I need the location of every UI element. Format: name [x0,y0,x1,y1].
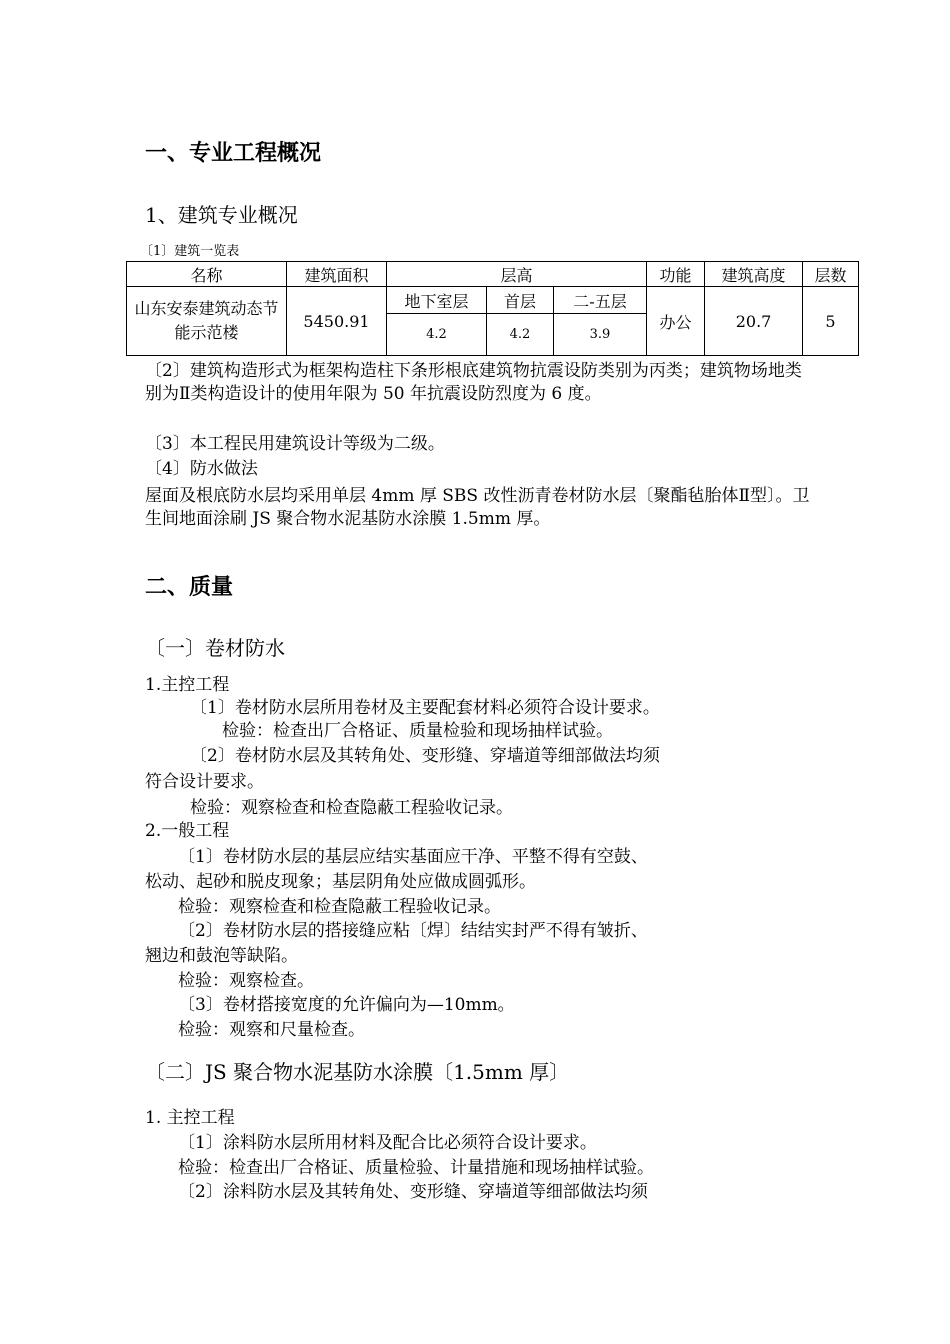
subheader-basement: 地下室层 [387,287,487,314]
s2-main-title: 1. 主控工程 [145,1108,235,1128]
s1-main-item-2-line-2: 符合设计要求。 [145,772,264,792]
cell-upper-floor-height: 3.9 [554,314,647,356]
heading-js-coating: 〔二〕JS 聚合物水泥基防水涂膜〔1.5mm 厚〕 [145,1060,570,1084]
s1-general-item-2-check: 检验：观察检查。 [178,971,314,991]
s1-general-item-3: 〔3〕卷材搭接宽度的允许偏向为—10mm。 [178,995,515,1015]
heading-membrane-waterproofing: 〔一〕卷材防水 [145,636,285,660]
cell-function: 办公 [647,287,705,356]
table-caption: 〔1〕建筑一览表 [140,244,240,259]
s1-main-title: 1.主控工程 [145,675,230,695]
s1-general-item-2-line-1: 〔2〕卷材防水层的搭接缝应粘〔焊〕结结实封严不得有皱折、 [178,921,648,941]
s1-general-item-1-line-1: 〔1〕卷材防水层的基层应结实基面应干净、平整不得有空鼓、 [178,847,648,867]
cell-height: 20.7 [705,287,803,356]
s1-general-item-1-check: 检验：观察检查和检查隐蔽工程验收记录。 [178,897,501,917]
header-floors: 层数 [803,262,859,287]
header-floor-height: 层高 [387,262,647,287]
paragraph-waterproof-title: 〔4〕防水做法 [145,459,258,479]
heading-architecture-overview: 1、建筑专业概况 [145,203,298,227]
header-name: 名称 [127,262,287,287]
building-table [126,261,859,356]
s1-main-item-2-line-1: 〔2〕卷材防水层及其转角处、变形缝、穿墙道等细部做法均须 [190,746,660,766]
subheader-first-floor: 首层 [487,287,554,314]
cell-building-name: 山东安泰建筑动态节能示范楼 [127,287,287,356]
paragraph-waterproof-body: 屋面及根底防水层均采用单层 4mm 厚 SBS 改性沥青卷材防水层〔聚酯毡胎体Ⅱ型〕。卫生间地面涂刷 JS 聚合物水泥基防水涂膜 1.5mm 厚。 [145,486,810,529]
s1-general-item-2-line-2: 翘边和鼓泡等缺陷。 [145,946,298,966]
s2-main-item-2: 〔2〕涂料防水层及其转角处、变形缝、穿墙道等细部做法均须 [178,1182,648,1202]
s2-main-item-1-check: 检验：检查出厂合格证、质量检验、计量措施和现场抽样试验。 [178,1158,654,1178]
cell-floors: 5 [803,287,859,356]
heading-project-overview: 一、专业工程概况 [145,141,322,166]
header-function: 功能 [647,262,705,287]
s1-main-item-1: 〔1〕卷材防水层所用卷材及主要配套材料必须符合设计要求。 [190,698,660,718]
s1-main-item-2-check: 检验：观察检查和检查隐蔽工程验收记录。 [190,798,513,818]
heading-quality: 二、质量 [145,575,234,600]
cell-area: 5450.91 [287,287,387,356]
s1-main-item-1-check: 检验：检查出厂合格证、质量检验和现场抽样试验。 [222,721,613,741]
s1-general-item-3-check: 检验：观察和尺量检查。 [178,1020,365,1040]
s2-main-item-1: 〔1〕涂料防水层所用材料及配合比必须符合设计要求。 [178,1133,597,1153]
cell-first-floor-height: 4.2 [487,314,554,356]
cell-basement-height: 4.2 [387,314,487,356]
header-height: 建筑高度 [705,262,803,287]
s1-general-title: 2.一般工程 [145,821,230,841]
paragraph-structure: 〔2〕建筑构造形式为框架构造柱下条形根底建筑物抗震设防类别为丙类；建筑物场地类别为Ⅱ类构造设计的使用年限为 50 年抗震设防烈度为 6 度。 [145,361,802,404]
s1-general-item-1-line-2: 松动、起砂和脱皮现象；基层阴角处应做成圆弧形。 [145,872,536,892]
paragraph-design-grade: 〔3〕本工程民用建筑设计等级为二级。 [145,434,445,454]
subheader-floors-2-5: 二-五层 [554,287,647,314]
header-area: 建筑面积 [287,262,387,287]
